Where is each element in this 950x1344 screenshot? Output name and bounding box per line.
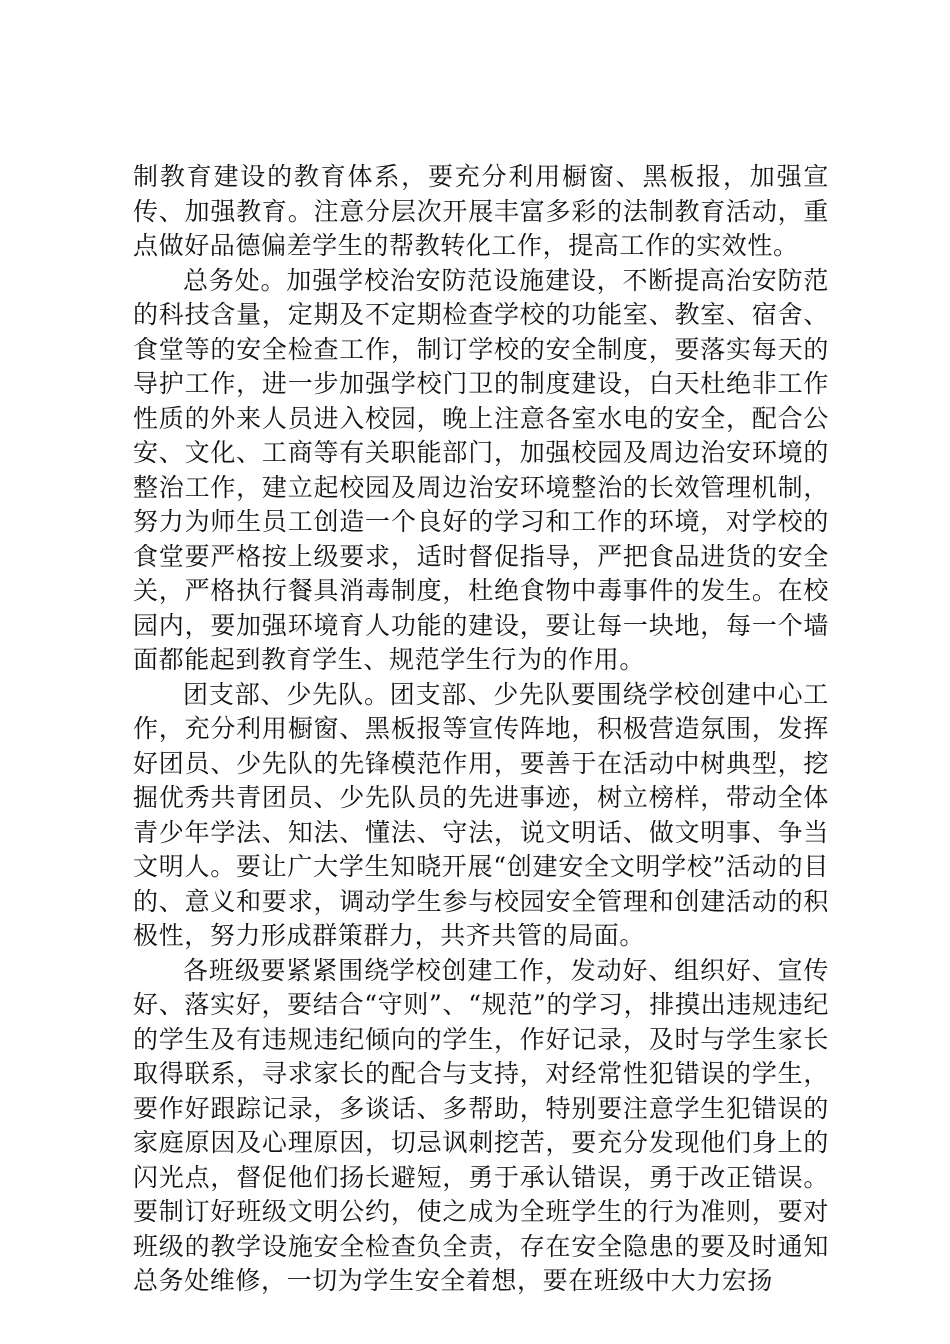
paragraph-youth-league: 团支部、少先队。团支部、少先队要围绕学校创建中心工作，充分利用橱窗、黑板报等宣传阵地，积极营造氛围，发挥好团员、少先队的先锋模范作用，要善于在活动中树典型，挖掘优秀共青团员、少先队员的先进事迹，树立榜样，带动全体青少年学法、知法、懂法、守法，说文明话、做文明事、争当文明人。要让广大学生知晓开展“创建安全文明学校”活动的目的、意义和要求，调动学生参与校园安全管理和创建活动的积极性，努力形成群策群力，共齐共管的局面。 — [133, 679, 829, 950]
paragraph-classes: 各班级要紧紧围绕学校创建工作，发动好、组织好、宣传好、落实好，要结合“守则”、“规范”的学习，排摸出违规违纪的学生及有违规违纪倾向的学生，作好记录，及时与学生家长取得联系，寻求家长的配合与支持，对经常性犯错误的学生，要作好跟踪记录，多谈话、多帮助，特别要注意学生犯错误的家庭原因及心理原因，切忌讽刺挖苦，要充分发现他们身上的闪光点，督促他们扬长避短，勇于承认错误，勇于改正错误。要制订好班级文明公约，使之成为全班学生的行为准则，要对班级的教学设施安全检查负全责，存在安全隐患的要及时通知总务处维修，一切为学生安全着想，要在班级中大力宏扬 — [133, 955, 829, 1295]
paragraph-continuation: 制教育建设的教育体系，要充分利用橱窗、黑板报，加强宣传、加强教育。注意分层次开展丰富多彩的法制教育活动，重点做好品德偏差学生的帮教转化工作，提高工作的实效性。 — [133, 162, 829, 260]
paragraph-general-affairs: 总务处。加强学校治安防范设施建设，不断提高治安防范的科技含量，定期及不定期检查学校的功能室、教室、宿舍、食堂等的安全检查工作，制订学校的安全制度，要落实每天的导护工作，进一步加强学校门卫的制度建设，白天杜绝非工作性质的外来人员进入校园，晚上注意各室水电的安全，配合公安、文化、工商等有关职能部门，加强校园及周边治安环境的整治工作，建立起校园及周边治安环境整治的长效管理机制，努力为师生员工创造一个良好的学习和工作的环境，对学校的食堂要严格按上级要求，适时督促指导，严把食品进货的安全关，严格执行餐具消毒制度，杜绝食物中毒事件的发生。在校园内，要加强环境育人功能的建设，要让每一块地，每一个墙面都能起到教育学生、规范学生行为的作用。 — [133, 265, 829, 674]
document-page — [133, 160, 829, 1299]
